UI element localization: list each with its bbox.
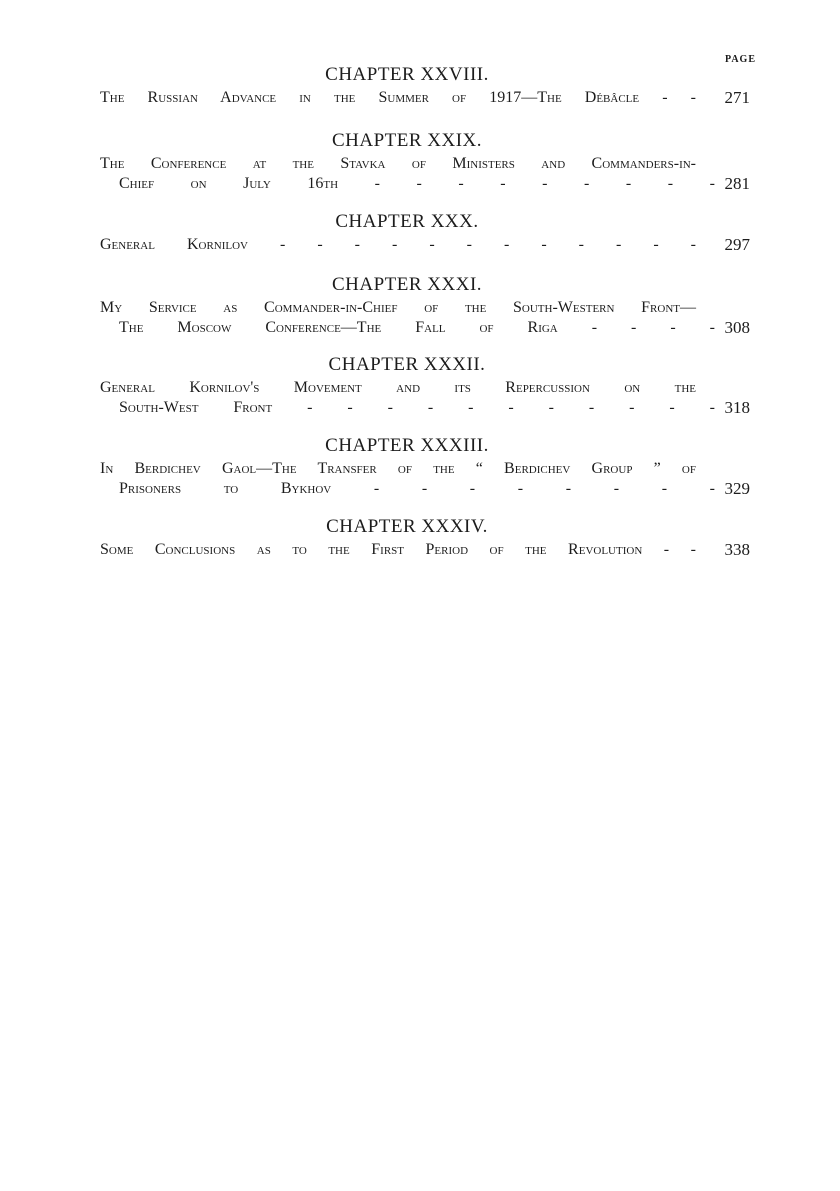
chapter-block-33 (100, 435, 750, 499)
chapter-block-29 (100, 130, 750, 194)
page-number: 297 (724, 235, 750, 254)
page-number: 318 (724, 398, 750, 417)
chapter-heading: CHAPTER XXXII. (328, 354, 486, 375)
chapter-block-30 (100, 211, 750, 255)
entry-title-line: The Russian Advance in the Summer of 1917—The Débâcle - - (100, 89, 696, 106)
chapter-heading: CHAPTER XXXIII. (325, 435, 489, 456)
entry-title-line: South-West Front - - - - - - - - - - - (119, 399, 715, 416)
page-number: 329 (724, 479, 750, 498)
chapter-entry (100, 88, 750, 108)
page-number: 271 (724, 88, 750, 107)
entry-title-line: Chief on July 16th - - - - - - - - - (119, 175, 715, 192)
chapter-block-28 (100, 64, 750, 108)
entry-title-line: Prisoners to Bykhov - - - - - - - - (119, 480, 715, 497)
page-column-label: PAGE (724, 54, 756, 65)
entry-title-line: My Service as Commander-in-Chief of the South-Western Front— (100, 299, 696, 316)
chapter-heading: CHAPTER XXX. (335, 211, 479, 232)
chapter-entry (100, 235, 750, 255)
entry-title-line: In Berdichev Gaol—The Transfer of the “ Berdichev Group ” of (100, 460, 696, 477)
chapter-heading: CHAPTER XXIX. (331, 130, 483, 151)
chapter-entry (100, 459, 750, 499)
chapter-block-34 (100, 516, 750, 560)
chapter-entry (100, 378, 750, 418)
page-number: 308 (724, 318, 750, 337)
chapter-entry (100, 540, 750, 560)
chapter-heading: CHAPTER XXVIII. (325, 64, 489, 85)
chapter-entry (100, 154, 750, 194)
chapter-block-31 (100, 274, 750, 338)
entry-title-line: General Kornilov - - - - - - - - - - - - (100, 236, 696, 253)
chapter-entry (100, 298, 750, 338)
entry-title-line: Some Conclusions as to the First Period of the Revolution - - (100, 541, 696, 558)
entry-title-line: The Conference at the Stavka of Ministers and Commanders-in- (100, 155, 696, 172)
entry-title-line: The Moscow Conference—The Fall of Riga - - - - (119, 319, 715, 336)
page-number: 281 (724, 174, 750, 193)
entry-title-line: General Kornilov's Movement and its Repercussion on the (100, 379, 696, 396)
chapter-block-32 (100, 354, 750, 418)
page-number: 338 (724, 540, 750, 559)
chapter-heading: CHAPTER XXXIV. (326, 516, 488, 537)
chapter-heading: CHAPTER XXXI. (331, 274, 483, 295)
